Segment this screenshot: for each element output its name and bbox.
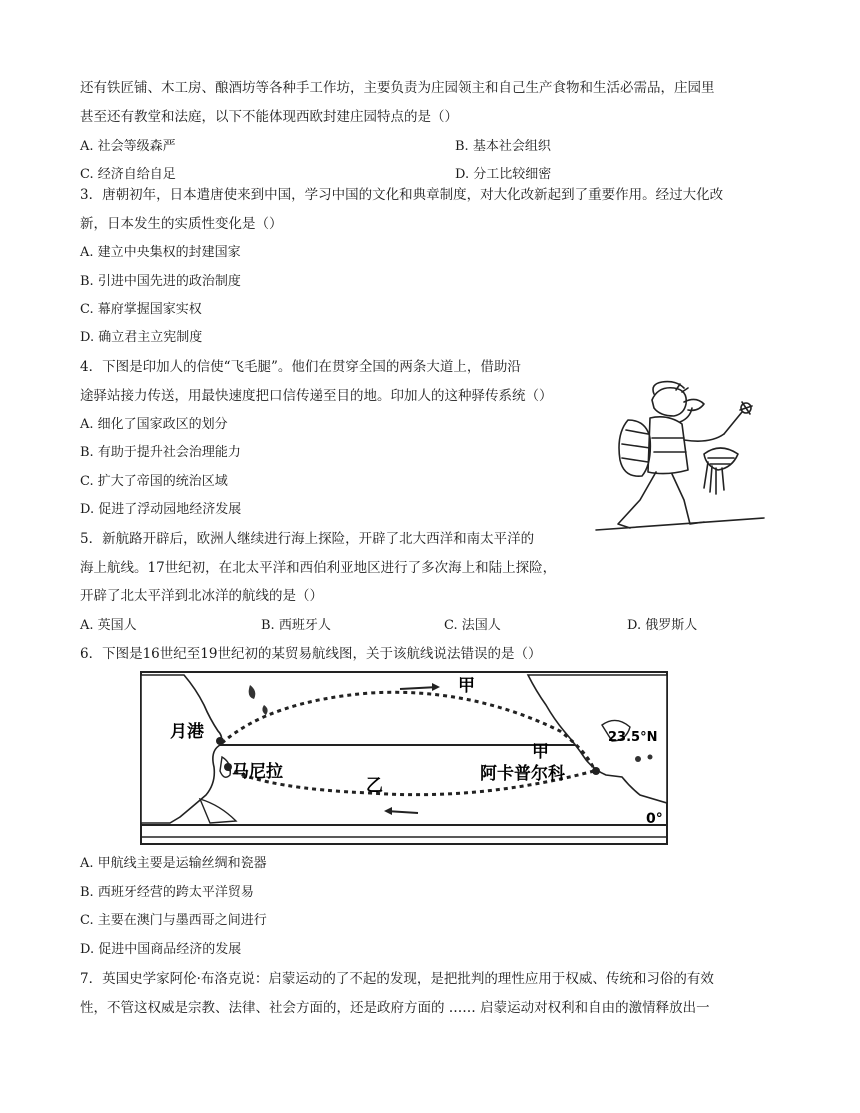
q3-option-a[interactable]: A. 建立中央集权的封建国家 [80,245,241,260]
q2-text-line1: 还有铁匠铺、木工房、酿酒坊等各种手工作坊，主要负责为庄园领主和自己生产食物和生活必需品，庄园里 [80,80,715,96]
label-manila: 马尼拉 [232,762,283,782]
inca-messenger-figure [592,378,768,540]
q5-option-d[interactable]: D. 俄罗斯人 [627,618,698,633]
q5-option-a[interactable]: A. 英国人 [80,618,137,633]
label-equator: 0° [646,811,663,827]
acapulco-marker [592,767,600,775]
q5-option-c[interactable]: C. 法国人 [444,618,501,633]
label-acapulco: 阿卡普尔科 [480,764,565,784]
q4-text-line2: 途驿站接力传送，用最快速度把口信传递至目的地。印加人的这种驿传系统（） [80,388,553,404]
q6-option-c[interactable]: C. 主要在澳门与墨西哥之间进行 [80,913,267,928]
label-jia-top: 甲 [458,676,475,696]
q3-option-b[interactable]: B. 引进中国先进的政治制度 [80,274,241,289]
label-yuegang: 月港 [170,722,204,742]
q2-option-d[interactable]: D. 分工比较细密 [455,167,552,182]
q5-option-b[interactable]: B. 西班牙人 [261,618,331,633]
q6-text-line1: 6．下图是16世纪至19世纪初的某贸易航线图，关于该航线说法错误的是（） [80,646,542,662]
q6-option-d[interactable]: D. 促进中国商品经济的发展 [80,942,242,957]
q2-text-line2: 甚至还有教堂和法庭，以下不能体现西欧封建庄园特点的是（） [80,109,458,125]
q6-option-b[interactable]: B. 西班牙经营的跨太平洋贸易 [80,885,254,900]
q7-text-line1: 7．英国史学家阿伦·布洛克说：启蒙运动的了不起的发现，是把批判的理性应用于权威、传统和习俗的有效 [80,971,714,987]
q4-option-a[interactable]: A. 细化了国家政区的划分 [80,417,228,432]
manila-marker [224,763,232,771]
q2-option-c[interactable]: C. 经济自给自足 [80,167,176,182]
label-tropic: 23.5°N [608,730,658,745]
q2-option-a[interactable]: A. 社会等级森严 [80,139,176,154]
q4-option-c[interactable]: C. 扩大了帝国的统治区域 [80,474,228,489]
q3-option-d[interactable]: D. 确立君主立宪制度 [80,330,203,345]
q5-text-line1: 5．新航路开辟后，欧洲人继续进行海上探险，开辟了北大西洋和南太平洋的 [80,531,535,547]
q5-text-line2: 海上航线。17世纪初，在北太平洋和西伯利亚地区进行了多次海上和陆上探险， [80,560,557,576]
trade-route-map [140,671,668,845]
yuegang-marker [216,737,224,745]
q4-text-line1: 4．下图是印加人的信使“飞毛腿”。他们在贯穿全国的两条大道上，借助沿 [80,359,521,375]
q4-option-d[interactable]: D. 促进了浮动园地经济发展 [80,502,242,517]
q7-text-line2: 性，不管这权威是宗教、法律、社会方面的，还是政府方面的 …… 启蒙运动对权利和自由的激情释放出一 [80,1000,710,1016]
q3-option-c[interactable]: C. 幕府掌握国家实权 [80,302,202,317]
label-yi: 乙 [366,776,383,796]
q5-text-line3: 开辟了北太平洋到北冰洋的航线的是（） [80,588,323,604]
label-jia-right: 甲 [532,742,549,762]
q4-option-b[interactable]: B. 有助于提升社会治理能力 [80,445,241,460]
q3-text-line2: 新，日本发生的实质性变化是（） [80,216,283,232]
q2-option-b[interactable]: B. 基本社会组织 [455,139,551,154]
q3-text-line1: 3．唐朝初年，日本遣唐使来到中国，学习中国的文化和典章制度，对大化改新起到了重要作用。经过大化改 [80,187,724,203]
q6-option-a[interactable]: A. 甲航线主要是运输丝绸和瓷器 [80,856,267,871]
